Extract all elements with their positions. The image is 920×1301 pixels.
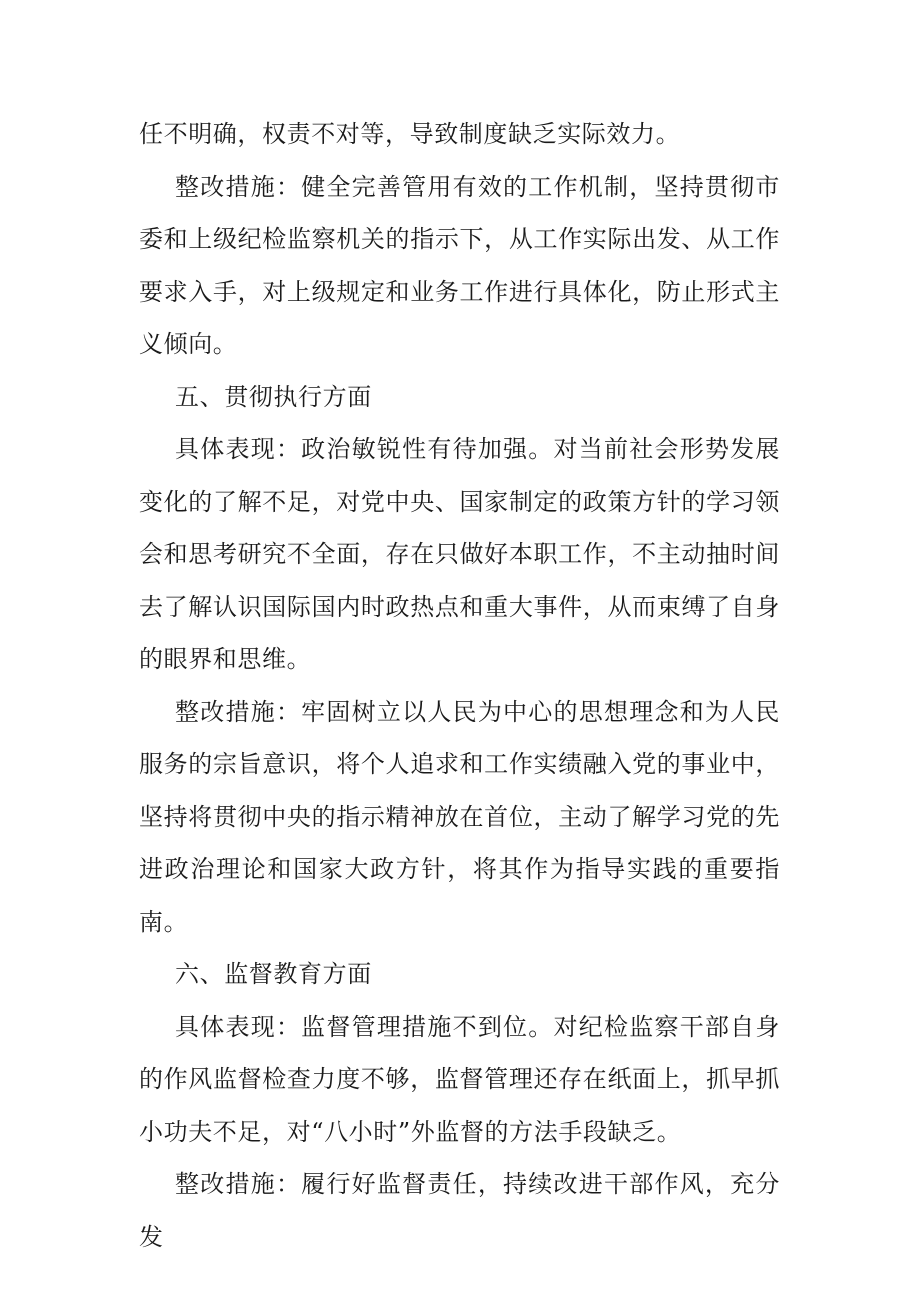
paragraph-rectification-measures-1: 整改措施：健全完善管用有效的工作机制，坚持贯彻市委和上级纪检监察机关的指示下，从工作实际出发、从工作要求入手，对上级规定和业务工作进行具体化，防止形式主义倾向。 [139,172,780,358]
section-heading-supervision-education: 六、监督教育方面 [175,960,372,988]
paragraph-specific-performance-1: 具体表现：政治敏锐性有待加强。对当前社会形势发展变化的了解不足，对党中央、国家制定的政策方针的学习领会和思考研究不全面，存在只做好本职工作，不主动抽时间去了解认识国际国内时政热点和重大事件，从而束缚了自身的眼界和思维。 [139,435,780,673]
paragraph-rectification-measures-2: 整改措施：牢固树立以人民为中心的思想理念和为人民服务的宗旨意识，将个人追求和工作实绩融入党的事业中，坚持将贯彻中央的指示精神放在首位，主动了解学习党的先进政治理论和国家大政方针，将其作为指导实践的重要指南。 [139,697,780,936]
document-body [139,108,780,1263]
paragraph-specific-performance-2: 具体表现：监督管理措施不到位。对纪检监察干部自身的作风监督检查力度不够，监督管理还存在纸面上，抓早抓小功夫不足，对“八小时”外监督的方法手段缺乏。 [139,1012,780,1146]
section-heading-implementation: 五、贯彻执行方面 [175,382,372,411]
paragraph-continuation: 任不明确，权责不对等，导致制度缺乏实际效力。 [139,120,681,148]
paragraph-rectification-measures-3: 整改措施：履行好监督责任，持续改进干部作风，充分发 [139,1170,780,1251]
